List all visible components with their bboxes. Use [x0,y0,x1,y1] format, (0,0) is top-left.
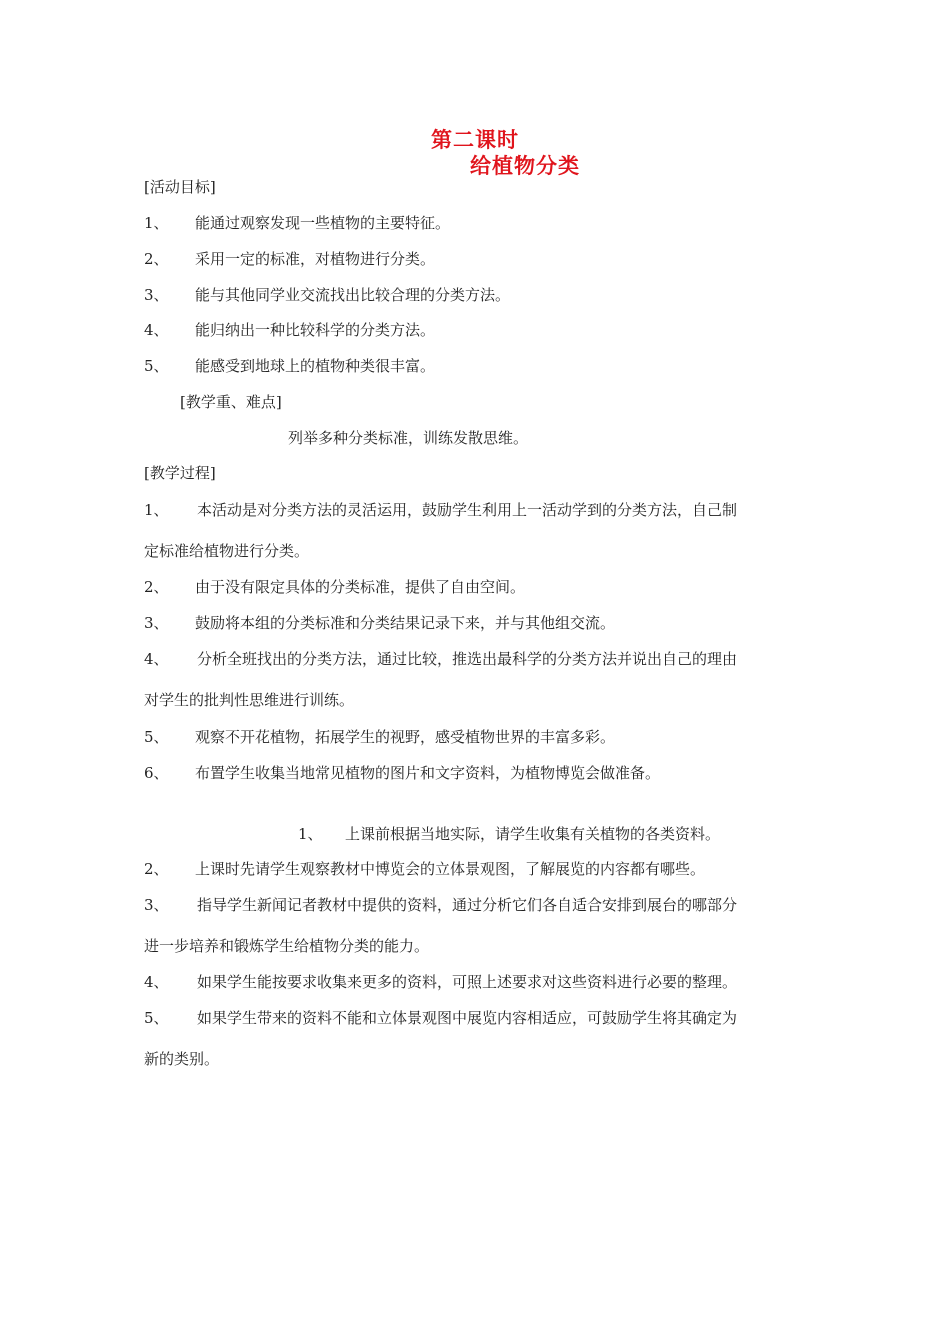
goal-text: 能通过观察发现一些植物的主要特征。 [195,214,451,232]
goal-text: 能归纳出一种比较科学的分类方法。 [195,321,436,339]
expo-number: 5、 [144,1009,169,1027]
keypoints-text: 列举多种分类标准，训练发散思维。 [288,429,529,447]
lesson-subtitle: 给植物分类 [470,154,580,178]
expo-text: 指导学生新闻记者教材中提供的资料，通过分析它们各自适合安排到展台的哪部分 [197,896,738,914]
goal-text: 能感受到地球上的植物种类很丰富。 [195,357,436,375]
goal-number: 3、 [144,286,169,304]
expo-text: 如果学生带来的资料不能和立体景观图中展览内容相适应，可鼓励学生将其确定为 [197,1009,738,1027]
goal-number: 4、 [144,321,169,339]
process-text: 本活动是对分类方法的灵活运用，鼓励学生利用上一活动学到的分类方法，自己制 [197,501,738,519]
process-number: 3、 [144,614,169,632]
section-heading-goals: [活动目标] [144,178,216,196]
process-text: 观察不开花植物，拓展学生的视野，感受植物世界的丰富多彩。 [195,728,616,746]
section-heading-keypoints: [教学重、难点] [180,393,282,411]
process-text: 布置学生收集当地常见植物的图片和文字资料，为植物博览会做准备。 [195,764,661,782]
process-text-continued: 定标准给植物进行分类。 [144,542,310,560]
goal-number: 5、 [144,357,169,375]
goal-number: 2、 [144,250,169,268]
process-text: 分析全班找出的分类方法，通过比较，推选出最科学的分类方法并说出自己的理由 [197,650,738,668]
expo-text-continued: 进一步培养和锻炼学生给植物分类的能力。 [144,937,430,955]
expo-text: 上课前根据当地实际，请学生收集有关植物的各类资料。 [345,825,721,843]
goal-text: 采用一定的标准，对植物进行分类。 [195,250,436,268]
expo-text: 上课时先请学生观察教材中博览会的立体景观图，了解展览的内容都有哪些。 [195,860,706,878]
process-number: 5、 [144,728,169,746]
process-number: 2、 [144,578,169,596]
process-text: 鼓励将本组的分类标准和分类结果记录下来，并与其他组交流。 [195,614,616,632]
expo-number: 4、 [144,973,169,991]
process-number: 6、 [144,764,169,782]
expo-number: 2、 [144,860,169,878]
expo-number: 3、 [144,896,169,914]
process-text-continued: 对学生的批判性思维进行训练。 [144,691,355,709]
process-number: 4、 [144,650,169,668]
goal-text: 能与其他同学业交流找出比较合理的分类方法。 [195,286,511,304]
goal-number: 1、 [144,214,169,232]
lesson-title: 第二课时 [431,128,519,152]
process-text: 由于没有限定具体的分类标准，提供了自由空间。 [195,578,526,596]
expo-number: 1、 [298,825,323,843]
section-heading-process: [教学过程] [144,464,216,482]
expo-text-continued: 新的类别。 [144,1050,220,1068]
expo-text: 如果学生能按要求收集来更多的资料，可照上述要求对这些资料进行必要的整理。 [197,973,738,991]
process-number: 1、 [144,501,169,519]
